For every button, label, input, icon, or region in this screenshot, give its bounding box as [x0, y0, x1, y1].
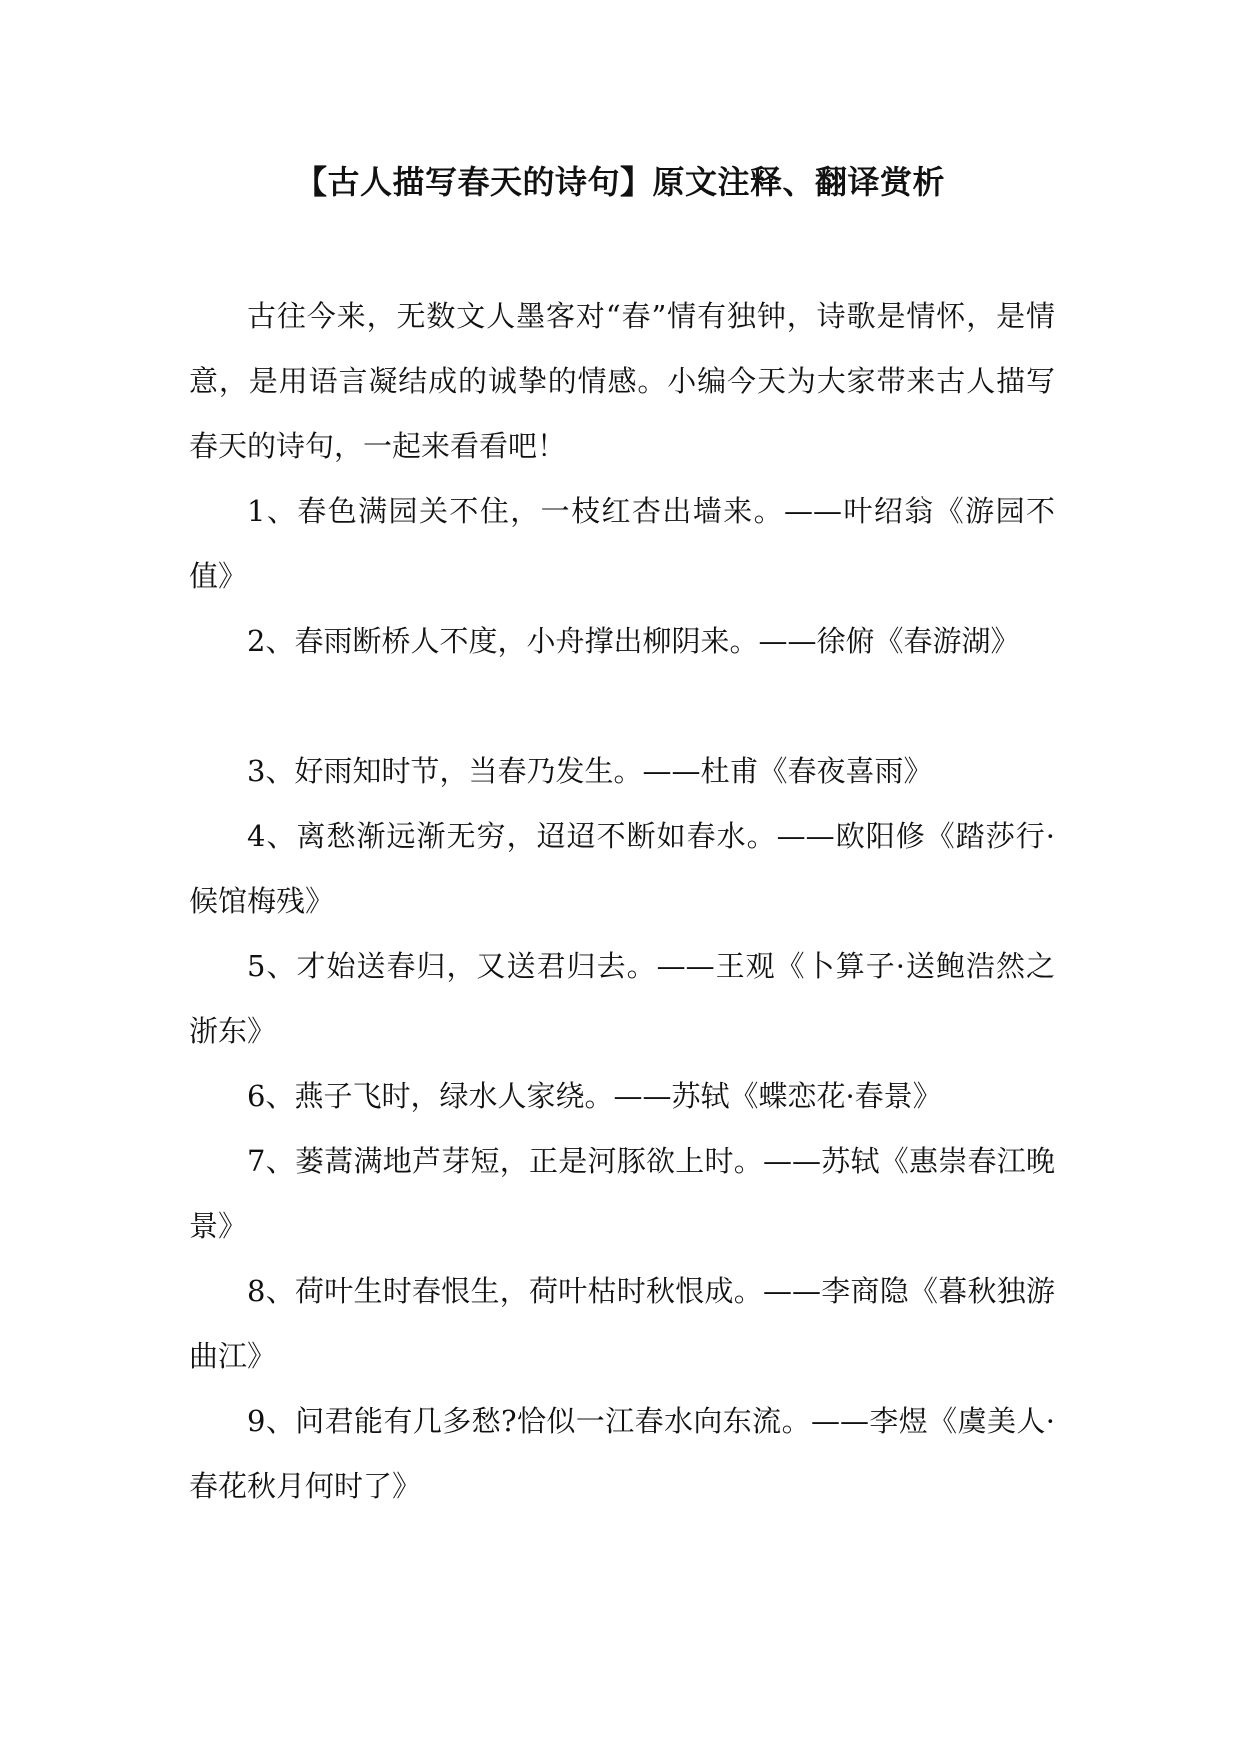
poem-line-1: 1、春色满园关不住，一枝红杏出墙来。——叶绍翁《游园不值》	[189, 494, 1055, 593]
poem-line-7: 7、蒌蒿满地芦芽短，正是河豚欲上时。——苏轼《惠崇春江晚景》	[189, 1144, 1055, 1243]
paragraph-gap	[189, 674, 1055, 739]
poem-line-2: 2、春雨断桥人不度，小舟撑出柳阴来。——徐俯《春游湖》	[247, 624, 1020, 658]
poem-line-8: 8、荷叶生时春恨生，荷叶枯时秋恨成。——李商隐《暮秋独游曲江》	[189, 1274, 1055, 1373]
poem-line-4: 4、离愁渐远渐无穷，迢迢不断如春水。——欧阳修《踏莎行·候馆梅残》	[189, 819, 1055, 918]
intro-paragraph: 古往今来，无数文人墨客对“春”情有独钟，诗歌是情怀，是情意，是用语言凝结成的诚挚的情感。小编今天为大家带来古人描写春天的诗句，一起来看看吧！	[189, 299, 1055, 463]
document-body	[189, 284, 1055, 1519]
poem-line-5: 5、才始送春归，又送君归去。——王观《卜算子·送鲍浩然之浙东》	[189, 949, 1055, 1048]
poem-line-6: 6、燕子飞时，绿水人家绕。——苏轼《蝶恋花·春景》	[247, 1079, 942, 1113]
poem-line-3: 3、好雨知时节，当春乃发生。——杜甫《春夜喜雨》	[247, 754, 933, 788]
page-title: 【古人描写春天的诗句】原文注释、翻译赏析	[294, 163, 945, 201]
poem-line-9: 9、问君能有几多愁?恰似一江春水向东流。——李煜《虞美人·春花秋月何时了》	[189, 1404, 1055, 1503]
